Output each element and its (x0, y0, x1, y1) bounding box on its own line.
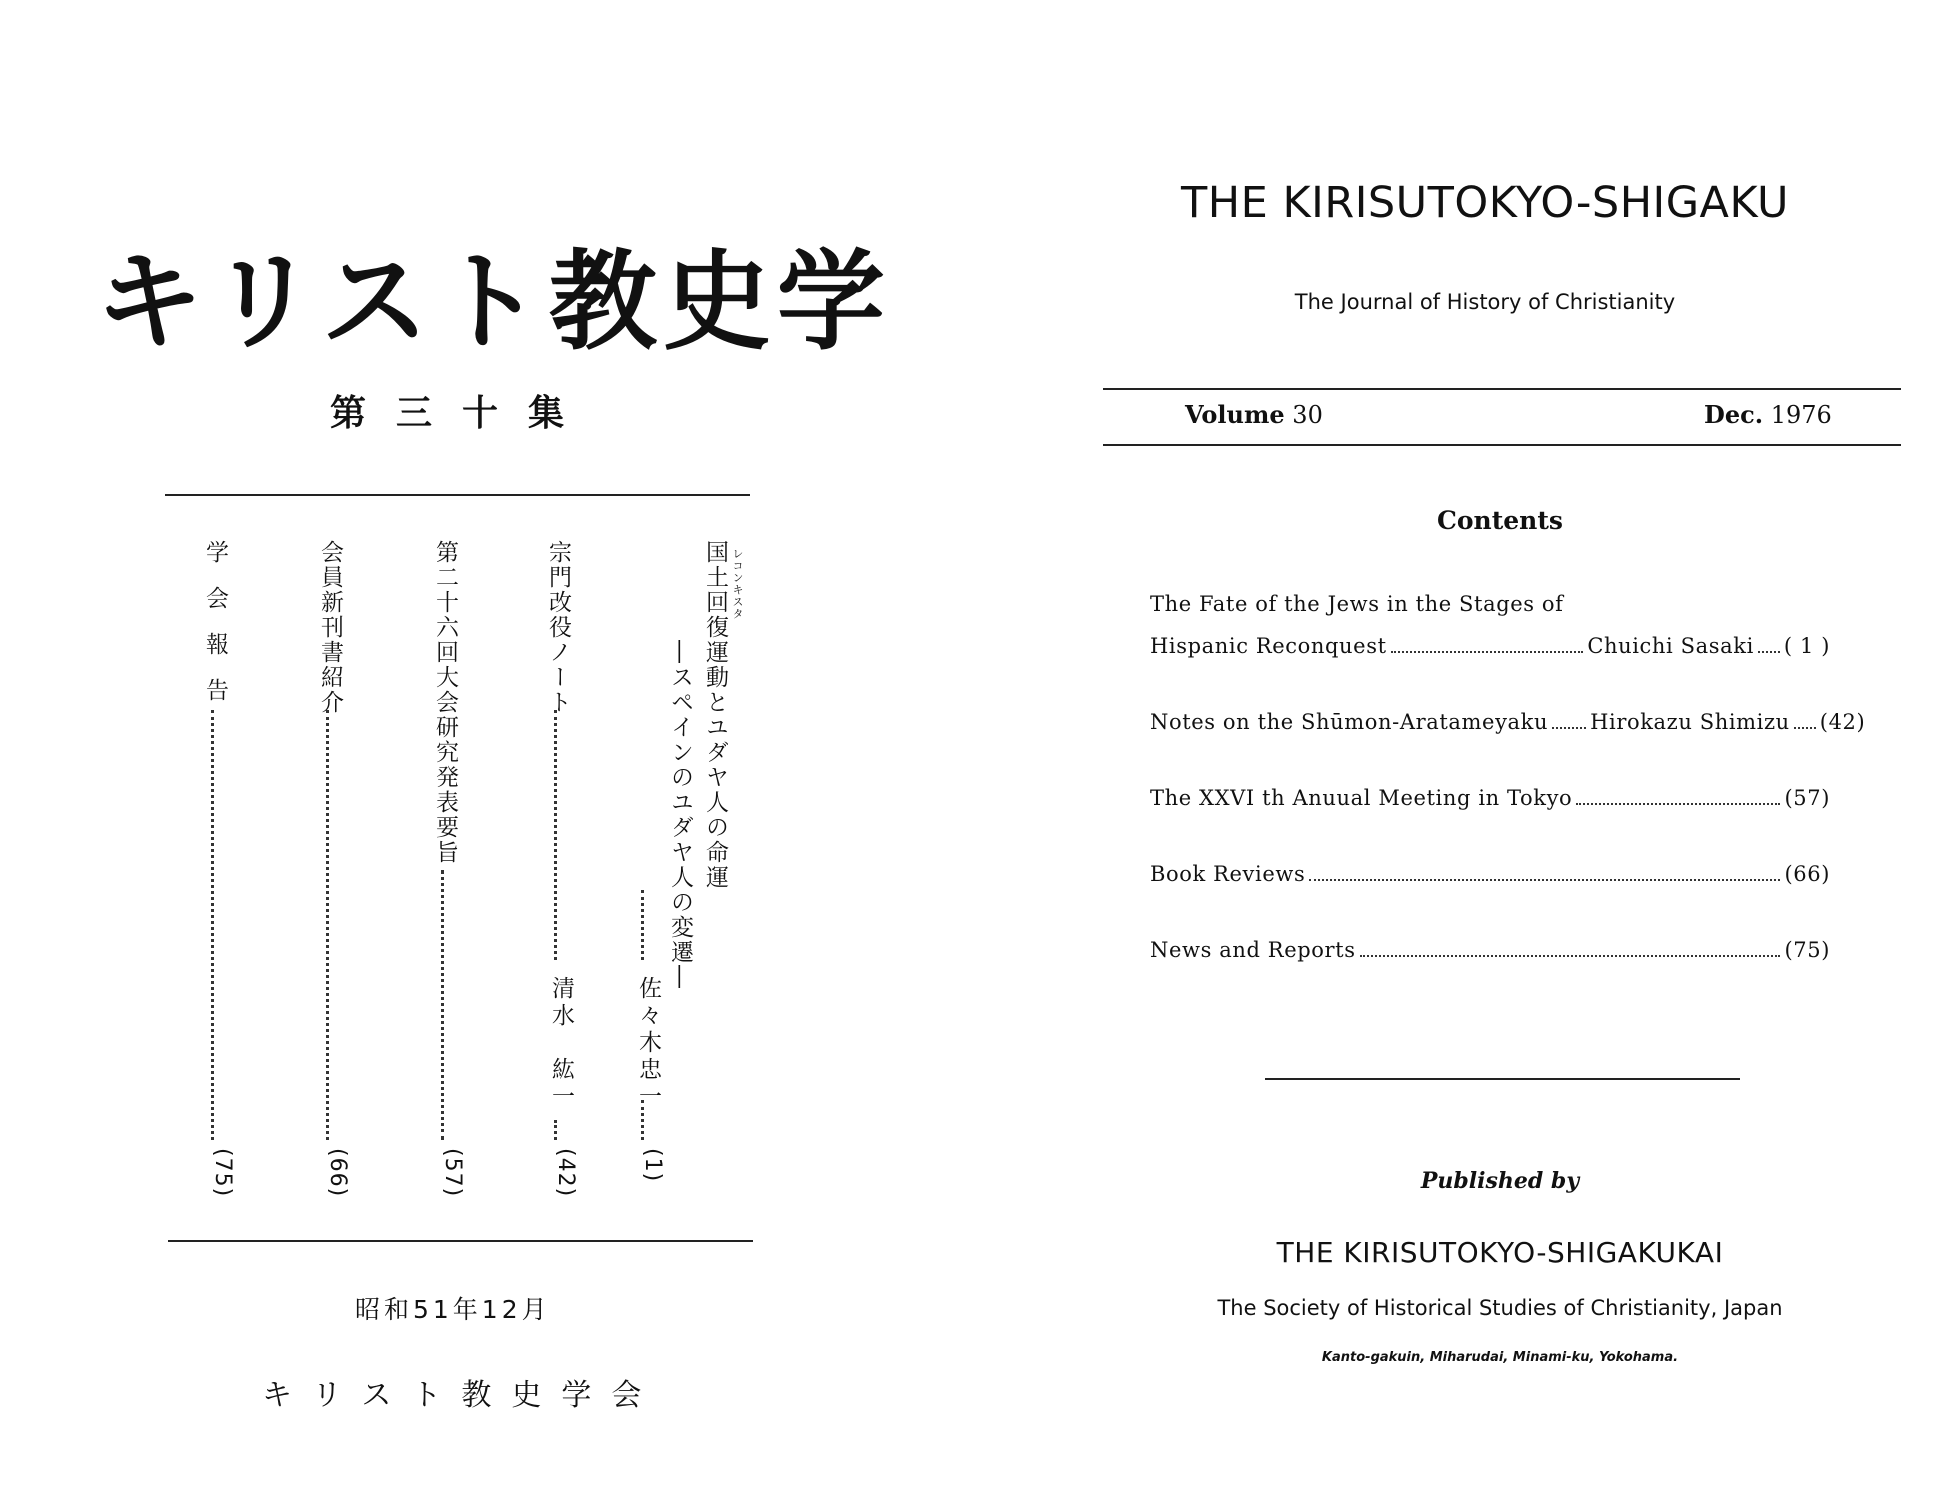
contents-entry-2 (1150, 710, 1866, 735)
contents-heading: Contents (1436, 506, 1563, 535)
bottom-divider (168, 1240, 753, 1242)
entry-page: (57) (1784, 786, 1830, 810)
contents-entry-3 (1150, 786, 1830, 811)
toc-entry-2-author: 清水 紘一 (548, 976, 574, 1111)
entry-title: The XXVI th Anuual Meeting in Tokyo (1150, 786, 1573, 810)
entry-page: (75) (1784, 938, 1830, 962)
date-year: 1976 (1770, 401, 1832, 429)
journal-title-japanese: キリスト教史学 (95, 240, 891, 365)
volume-bottom-rule (1103, 444, 1901, 446)
publisher-address: Kanto-gakuin, Miharudai, Minami-ku, Yokohama. (1321, 1350, 1679, 1365)
toc-entry-1-subtitle: ―スペインのユダヤ人の変遷― (667, 640, 693, 990)
toc-entry-5 (195, 540, 235, 1198)
toc-entry-3-title: 第二十六回大会研究発表要旨 (432, 540, 458, 865)
entry-page: (66) (1784, 862, 1830, 886)
contents-entry-1 (1150, 634, 1830, 659)
toc-entry-2 (538, 540, 578, 1198)
published-by: Published by (1420, 1168, 1580, 1194)
entry-title: Notes on the Shūmon-Aratameyaku (1150, 710, 1549, 734)
volume-info (1185, 400, 1323, 429)
toc-entry-2-title: 宗門改役ノート (545, 540, 571, 715)
contents-entry-5 (1150, 938, 1830, 963)
toc-entry-3 (425, 540, 465, 1198)
toc-entry-1-author: 佐々木忠一 (635, 976, 661, 1111)
entry-title: Hispanic Reconquest (1150, 634, 1387, 658)
toc-entry-3-page: (57) (440, 1148, 465, 1198)
toc-entry-5-page: (75) (210, 1148, 235, 1198)
toc-entry-2-page: (42) (553, 1148, 578, 1198)
journal-subtitle: The Journal of History of Christianity (1294, 290, 1676, 314)
volume-number: 30 (1292, 401, 1323, 429)
journal-title-english: THE KIRISUTOKYO-SHIGAKU (1181, 178, 1789, 228)
toc-entry-1-author-col (625, 540, 665, 1190)
entry-title: News and Reports (1150, 938, 1356, 962)
issue-date (1704, 400, 1832, 429)
contents-entry-4 (1150, 862, 1830, 887)
toc-entry-4 (310, 540, 350, 1198)
volume-label: Volume (1185, 400, 1285, 429)
entry-page: ( 1 ) (1783, 634, 1830, 658)
toc-entry-4-title: 会員新刊書紹介 (317, 540, 343, 715)
toc-entry-1-title: 国土回復運動とユダヤ人の命運 (702, 540, 728, 890)
volume-japanese: 第三十集 (330, 393, 595, 434)
publisher-subtitle: The Society of Historical Studies of Christianity, Japan (1217, 1296, 1783, 1320)
right-page-english (970, 0, 1940, 1488)
toc-entry-1 (695, 540, 744, 1190)
toc-entry-1-subtitle-col (660, 540, 700, 1190)
entry-page: (42) (1819, 710, 1866, 734)
publication-date-japanese: 昭和51年12月 (355, 1295, 551, 1324)
society-name-japanese: キリスト教史学会 (262, 1378, 662, 1413)
entry-author: Chuichi Sasaki (1587, 634, 1754, 658)
entry-title: Book Reviews (1150, 862, 1306, 886)
top-divider (165, 494, 750, 496)
toc-entry-1-page: (1) (640, 1148, 665, 1183)
contents-entry-1-line1: The Fate of the Jews in the Stages of (1150, 592, 1564, 616)
contents-end-rule (1265, 1078, 1740, 1080)
toc-entry-4-page: (66) (325, 1148, 350, 1198)
toc-entry-5-title: 学 会 報 告 (202, 540, 228, 701)
volume-top-rule (1103, 388, 1901, 390)
entry-author: Hirokazu Shimizu (1590, 710, 1790, 734)
ruby-reconquista: レコンキスタ (731, 548, 744, 620)
publisher-name: THE KIRISUTOKYO-SHIGAKUKAI (1276, 1236, 1724, 1269)
date-label: Dec. (1704, 400, 1764, 429)
